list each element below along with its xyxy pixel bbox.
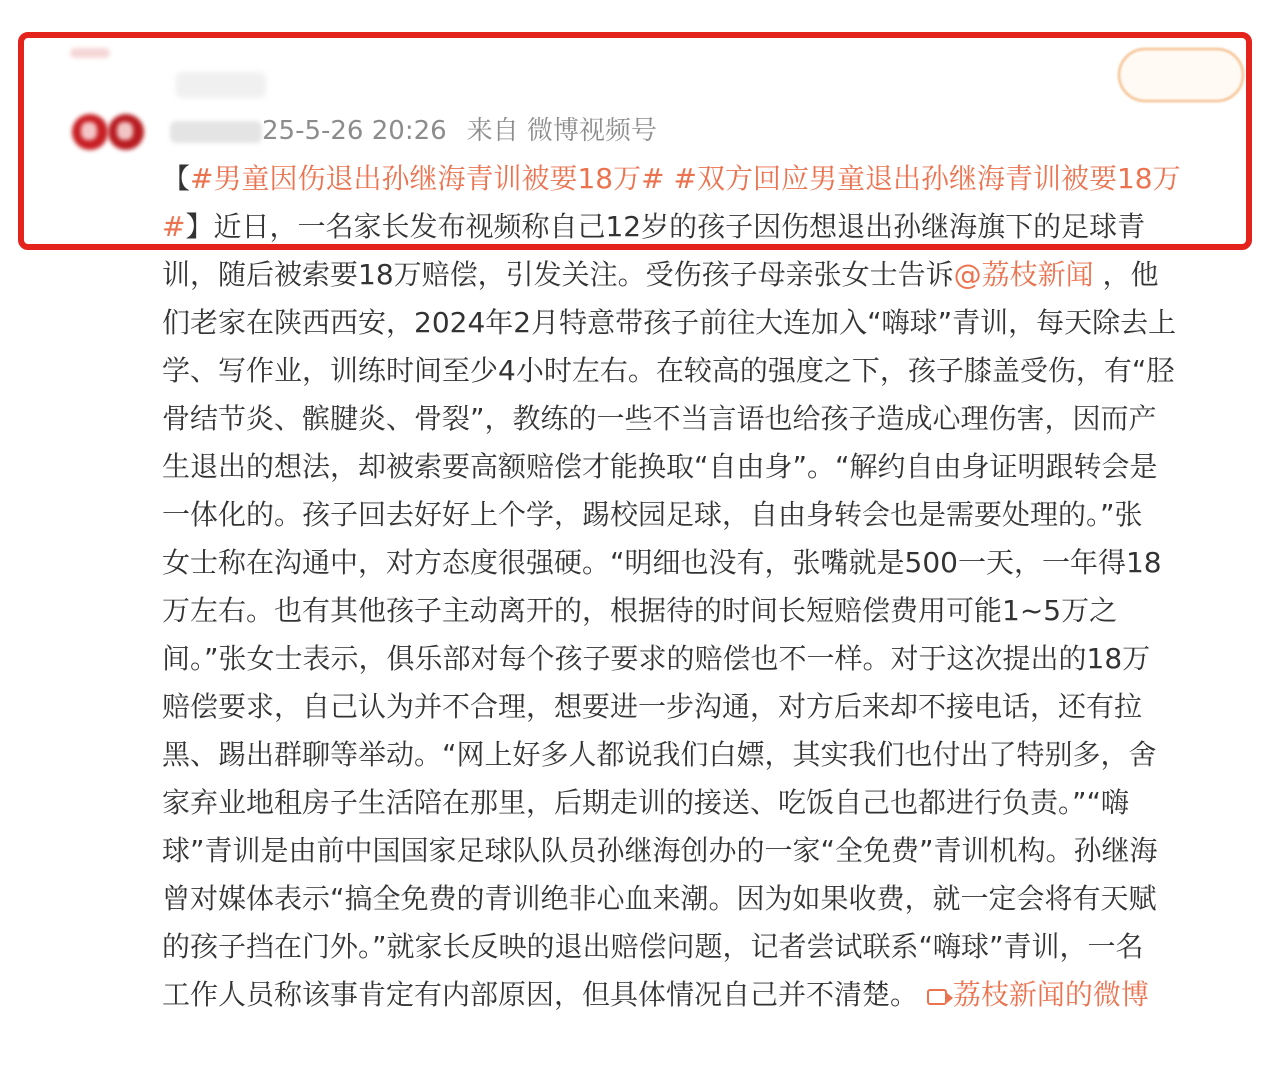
video-icon bbox=[927, 989, 947, 1005]
post-text-segment: 一体化的。孩子回去好好上个学，踢校园足球，自由身转会也是需要处理的。”张 bbox=[162, 498, 1143, 531]
post-text-segment: 间。”张女士表示，俱乐部对每个孩子要求的赔偿也不一样。对于这次提出的18万 bbox=[162, 642, 1151, 675]
post-line bbox=[162, 875, 1242, 923]
post-text-segment: 的孩子挡在门外。”就家长反映的退出赔偿问题，记者尝试联系“嗨球”青训，一名 bbox=[162, 930, 1144, 963]
post-text-segment: 万左右。也有其他孩子主动离开的，根据待的时间长短赔偿费用可能1~5万之 bbox=[162, 594, 1118, 627]
follow-button[interactable] bbox=[1118, 48, 1244, 102]
hashtag-link[interactable]: #男童因伤退出孙继海青训被要18万# bbox=[190, 162, 665, 195]
post-text-segment: 们老家在陕西西安，2024年2月特意带孩子前往大连加入“嗨球”青训，每天除去上 bbox=[162, 306, 1177, 339]
post-meta bbox=[170, 110, 657, 147]
post-text-segment: 工作人员称该事肯定有内部原因，但具体情况自己并不清楚。 bbox=[162, 978, 927, 1011]
video-source-link[interactable] bbox=[927, 978, 1149, 1011]
post-line bbox=[162, 827, 1242, 875]
post-line bbox=[162, 587, 1242, 635]
post-text-segment: ，他 bbox=[1093, 258, 1159, 291]
post-text-segment: 球”青训是由前中国国家足球队队员孙继海创办的一家“全免费”青训机构。孙继海 bbox=[162, 834, 1158, 867]
post-text-segment: 曾对媒体表示“搞全免费的青训绝非心血来潮。因为如果收费，就一定会将有天赋 bbox=[162, 882, 1157, 915]
post-line bbox=[162, 779, 1242, 827]
post-line bbox=[162, 443, 1242, 491]
post-line bbox=[162, 971, 1242, 1019]
post-body bbox=[162, 155, 1242, 1019]
post-text-segment: 赔偿要求，自己认为并不合理，想要进一步沟通，对方后来却不接电话，还有拉 bbox=[162, 690, 1143, 723]
video-source-label: 荔枝新闻的微博 bbox=[952, 978, 1149, 1011]
post-text-segment: 家弃业地租房子生活陪在那里，后期走训的接送、吃饭自己也都进行负责。”“嗨 bbox=[162, 786, 1130, 819]
post-line bbox=[162, 683, 1242, 731]
hashtag-link[interactable]: # bbox=[162, 210, 186, 243]
avatar-icon-left bbox=[72, 114, 108, 150]
post-line bbox=[162, 299, 1242, 347]
username-blurred[interactable] bbox=[176, 72, 266, 98]
post-text-segment: 生退出的想法，却被索要高额赔偿才能换取“自由身”。“解约自由身证明跟转会是 bbox=[162, 450, 1158, 483]
post-line bbox=[162, 539, 1242, 587]
post-line bbox=[162, 395, 1242, 443]
post-text-segment: 训，随后被索要18万赔偿，引发关注。受伤孩子母亲张女士告诉 bbox=[162, 258, 954, 291]
post-text-segment: 学、写作业，训练时间至少4小时左右。在较高的强度之下，孩子膝盖受伤，有“胫 bbox=[162, 354, 1175, 387]
post-source[interactable]: 来自 微博视频号 bbox=[466, 116, 657, 146]
post-text-segment: 】近日，一名家长发布视频称自己12岁的孩子因伤想退出孙继海旗下的足球青 bbox=[185, 210, 1146, 243]
post-line bbox=[162, 635, 1242, 683]
post-line bbox=[162, 155, 1242, 203]
hashtag-link[interactable]: #双方回应男童退出孙继海青训被要18万 bbox=[673, 162, 1181, 195]
post-line bbox=[162, 251, 1242, 299]
date-prefix-blurred bbox=[170, 121, 262, 143]
avatar-icon-right bbox=[108, 114, 144, 150]
post-line bbox=[162, 347, 1242, 395]
post-text-segment: 黑、踢出群聊等举动。“网上好多人都说我们白嫖，其实我们也付出了特别多，舍 bbox=[162, 738, 1157, 771]
post-line bbox=[162, 491, 1242, 539]
post-text-segment: 骨结节炎、髌腱炎、骨裂”，教练的一些不当言语也给孩子造成心理伤害，因而产 bbox=[162, 402, 1157, 435]
post-timestamp[interactable]: 25-5-26 20:26 bbox=[262, 116, 447, 146]
post-line bbox=[162, 203, 1242, 251]
user-avatar[interactable] bbox=[72, 108, 148, 156]
post-line bbox=[162, 923, 1242, 971]
mention-link[interactable]: @荔枝新闻 bbox=[953, 258, 1094, 291]
post-text-segment: 女士称在沟通中，对方态度很强硬。“明细也没有，张嘴就是500一天，一年得18 bbox=[162, 546, 1162, 579]
post-line bbox=[162, 731, 1242, 779]
post-text-segment: 【 bbox=[162, 162, 191, 195]
blurred-decoration bbox=[70, 48, 110, 58]
